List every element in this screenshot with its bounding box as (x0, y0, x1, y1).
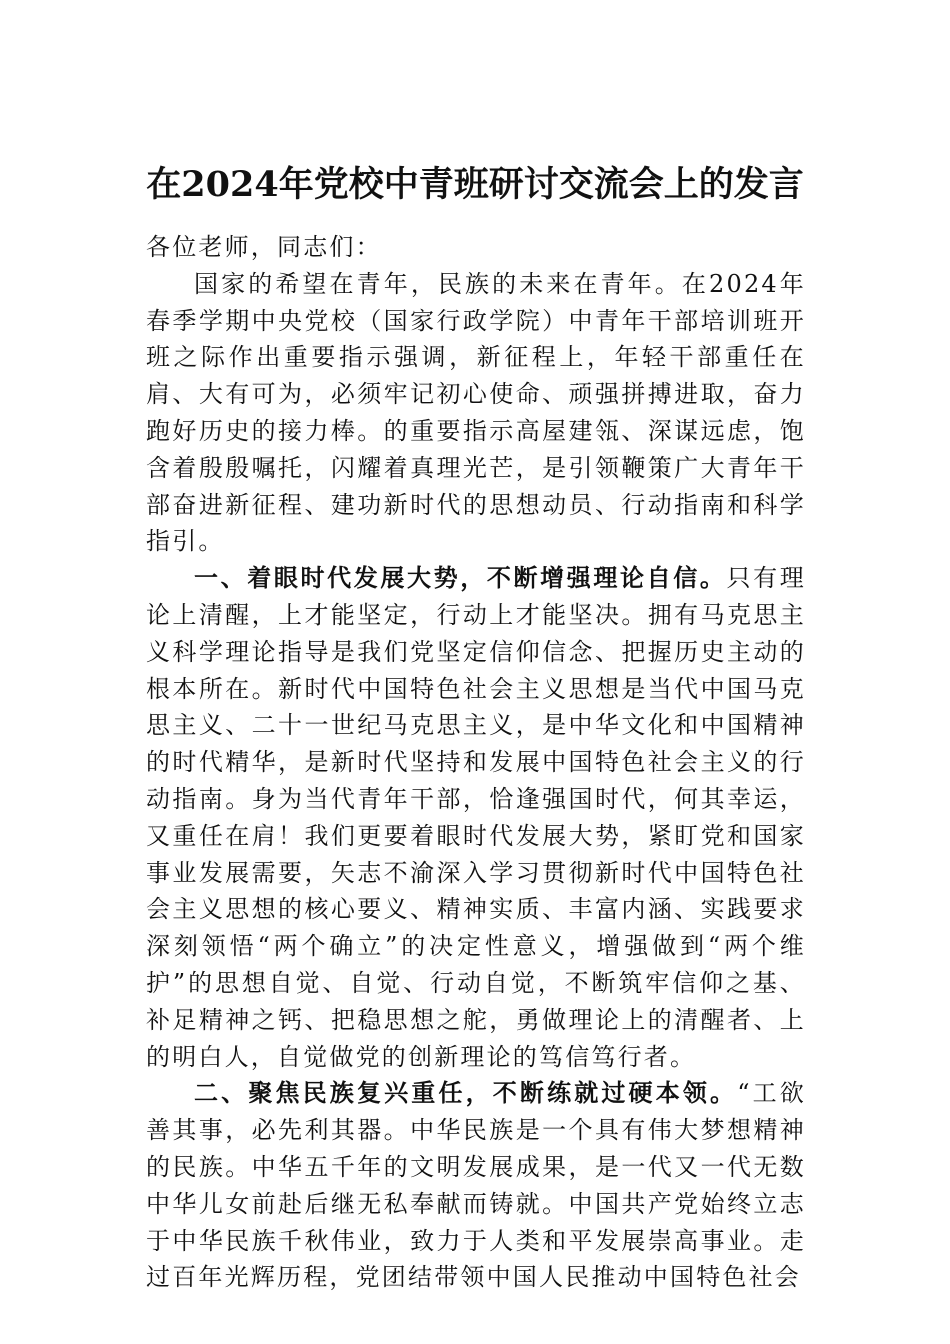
section-2-text: “工欲善其事，必先利其器。中华民族是一个具有伟大梦想精神的民族。中华五千年的文明发展成果，是一代又一代无数中华儿女前赴后继无私奉献而铸就。中国共产党始终立志于中华民族千秋伟业，致力于人类和平发展崇高事业。走过百年光辉历程，党团结带领中国人民推动中国特色社会 (146, 1079, 806, 1292)
section-1-heading: 一、着眼时代发展大势，不断增强理论自信。 (194, 564, 727, 593)
greeting: 各位老师，同志们： (146, 233, 382, 261)
section-1-text: 只有理论上清醒，上才能坚定，行动上才能坚决。拥有马克思主义科学理论指导是我们党坚定信仰信念、把握历史主动的根本所在。新时代中国特色社会主义思想是当代中国马克思主义、二十一世纪马克思主义，是中华文化和中国精神的时代精华，是新时代坚持和发展中国特色社会主义的行动指南。身为当代青年干部，恰逢强国时代，何其幸运，又重任在肩！我们更要着眼时代发展大势，紧盯党和国家事业发展需要，矢志不渝深入学习贯彻新时代中国特色社会主义思想的核心要义、精神实质、丰富内涵、实践要求深刻领悟“两个确立”的决定性意义，增强做到“两个维护”的思想自觉、自觉、行动自觉，不断筑牢信仰之基、补足精神之钙、把稳思想之舵，勇做理论上的清醒者、上的明白人，自觉做党的创新理论的笃信笃行者。 (146, 564, 807, 1071)
section-2-paragraph (146, 1075, 806, 1296)
document-body (146, 229, 806, 1296)
section-2-heading: 二、聚焦民族复兴重任，不断练就过硬本领。 (194, 1079, 738, 1108)
document-title: 在2024年党校中青班研讨交流会上的发言 (146, 164, 804, 205)
section-1-paragraph (146, 560, 806, 1075)
intro-paragraph: 国家的希望在青年，民族的未来在青年。在2024年春季学期中央党校（国家行政学院）中青年干部培训班开班之际作出重要指示强调，新征程上，年轻干部重任在肩、大有可为，必须牢记初心使命、顽强拼搏进取，奋力跑好历史的接力棒。的重要指示高屋建瓴、深谋远虑，饱含着殷殷嘱托，闪耀着真理光芒，是引领鞭策广大青年干部奋进新征程、建功新时代的思想动员、行动指南和科学指引。 (146, 269, 806, 556)
